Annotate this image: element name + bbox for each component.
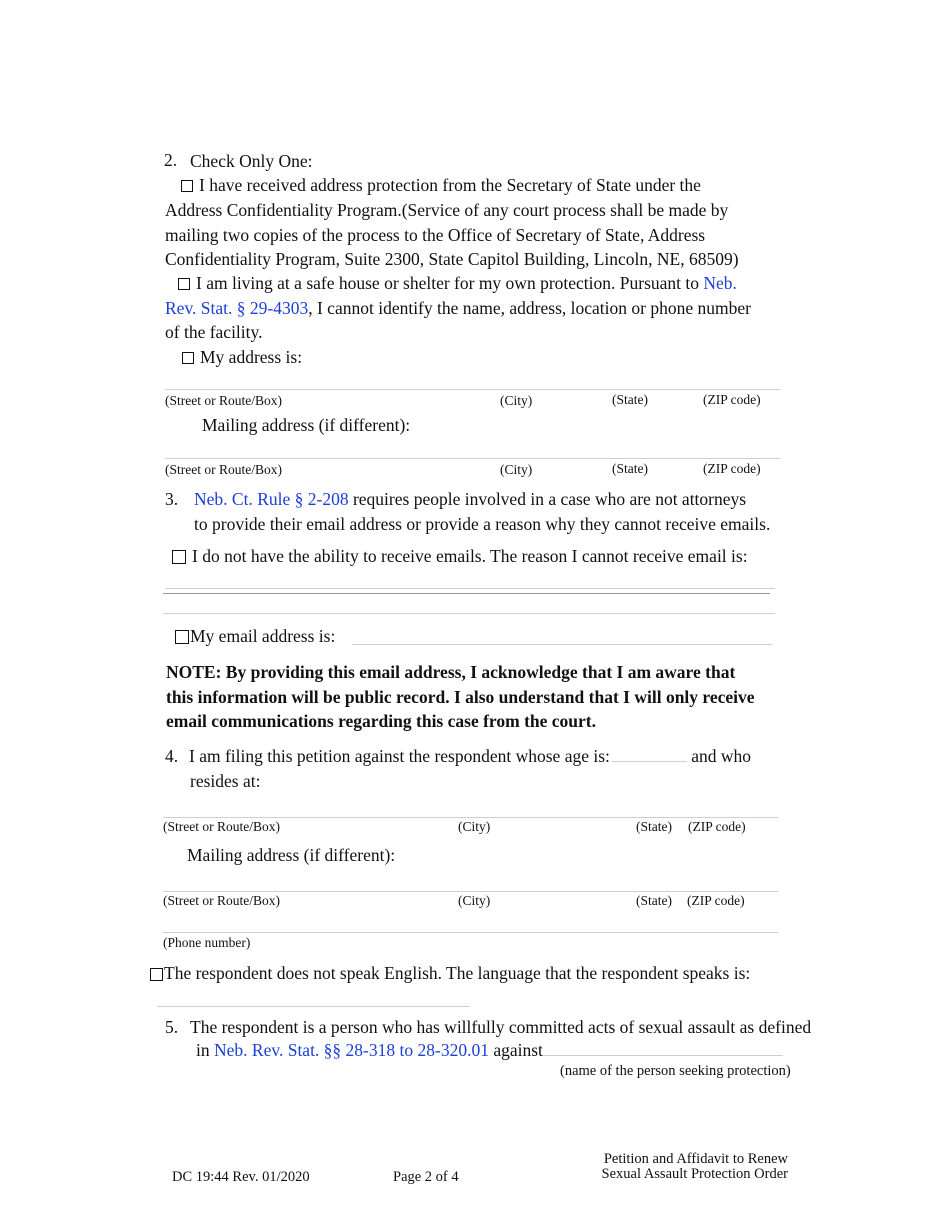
my-address-checkbox[interactable] <box>182 352 194 364</box>
statute-link-29-4303-part2[interactable]: Rev. Stat. § 29-4303 <box>165 298 309 318</box>
item4-line2: resides at: <box>190 771 261 791</box>
shelter-checkbox[interactable] <box>178 278 190 290</box>
item3-number: 3. <box>165 489 179 509</box>
shelter-text-line2-post: , I cannot identify the name, address, location or phone number <box>308 298 751 318</box>
no-email-reason-line1[interactable] <box>165 588 775 589</box>
item3-line1-post: requires people involved in a case who are not attorneys <box>348 489 747 509</box>
rule-link-2-208[interactable]: Neb. Ct. Rule § 2-208 <box>194 489 349 509</box>
mailing-zip-label: (ZIP code) <box>703 461 761 476</box>
item5-line1: The respondent is a person who has willfully committed acts of sexual assault as defined <box>190 1017 812 1037</box>
resp-phone-label: (Phone number) <box>163 935 251 950</box>
resp-city-label: (City) <box>458 819 491 834</box>
item3-line1 <box>194 487 746 511</box>
language-checkbox[interactable] <box>150 968 163 981</box>
acp-text-line3: mailing two copies of the process to the Office of Secretary of State, Address <box>165 225 706 245</box>
item4-line1-post: and who <box>686 746 752 766</box>
acp-text-line4: Confidentiality Program, Suite 2300, State Capitol Building, Lincoln, NE, 68509) <box>165 249 739 269</box>
mailing-address-line[interactable] <box>165 458 780 459</box>
resp-street-label: (Street or Route/Box) <box>163 819 280 834</box>
statute-link-29-4303-part1[interactable]: Neb. <box>703 273 737 293</box>
item5-line2-post: against <box>488 1040 543 1060</box>
item4-number: 4. <box>165 746 179 766</box>
resp-mailing-line[interactable] <box>163 891 778 892</box>
no-email-reason-line2[interactable] <box>163 613 775 614</box>
no-email-reason-divider <box>163 593 770 594</box>
note-line3: email communications regarding this case from the court. <box>166 711 596 731</box>
shelter-text-line2 <box>165 296 751 320</box>
no-email-text: I do not have the ability to receive emails. The reason I cannot receive email is: <box>192 546 748 566</box>
resp-mailing-city-label: (City) <box>458 893 491 908</box>
item3-line2: to provide their email address or provide a reason why they cannot receive emails. <box>194 514 771 534</box>
acp-text-line2: Address Confidentiality Program.(Service of any court process shall be made by <box>165 200 729 220</box>
footer-title-line1: Petition and Affidavit to Renew <box>603 1151 788 1167</box>
acp-text-line1: I have received address protection from the Secretary of State under the <box>199 175 701 195</box>
email-address-line[interactable] <box>352 644 772 645</box>
respondent-address-line[interactable] <box>163 817 778 818</box>
resp-state-label: (State) <box>636 819 672 834</box>
shelter-text-line3: of the facility. <box>165 322 263 342</box>
acp-option <box>181 173 701 197</box>
resp-zip-label: (ZIP code) <box>688 819 746 834</box>
resp-phone-line[interactable] <box>163 932 778 933</box>
address-zip-label: (ZIP code) <box>703 392 761 407</box>
shelter-text-line1: I am living at a safe house or shelter for my own protection. Pursuant to <box>196 273 704 293</box>
resp-mailing-street-label: (Street or Route/Box) <box>163 893 280 908</box>
address-city-label: (City) <box>500 393 533 408</box>
email-label: My email address is: <box>190 626 336 646</box>
note-line2: this information will be public record. I also understand that I will only receive <box>166 687 755 707</box>
resp-mailing-state-label: (State) <box>636 893 672 908</box>
shelter-option <box>178 271 737 295</box>
no-email-checkbox[interactable] <box>172 550 186 564</box>
mailing-state-label: (State) <box>612 461 648 476</box>
my-address-option <box>182 345 302 369</box>
resp-mailing-zip-label: (ZIP code) <box>687 893 745 908</box>
note-line1: NOTE: By providing this email address, I acknowledge that I am aware that <box>166 662 736 682</box>
resp-mailing-label: Mailing address (if different): <box>187 845 396 865</box>
email-checkbox[interactable] <box>175 630 189 644</box>
item2-number: 2. <box>164 150 178 170</box>
footer-page-number: Page 2 of 4 <box>393 1169 459 1185</box>
item5-number: 5. <box>165 1017 179 1037</box>
statute-link-28-318[interactable]: Neb. Rev. Stat. §§ 28-318 to 28-320.01 <box>214 1040 489 1060</box>
item4-line1 <box>189 744 751 768</box>
my-address-label: My address is: <box>200 347 303 367</box>
footer-title-line2: Sexual Assault Protection Order <box>601 1166 788 1182</box>
address-street-label: (Street or Route/Box) <box>165 393 282 408</box>
address-state-label: (State) <box>612 392 648 407</box>
mailing-street-label: (Street or Route/Box) <box>165 462 282 477</box>
item4-line1-pre: I am filing this petition against the respondent whose age is: <box>189 746 610 766</box>
language-line[interactable] <box>157 1006 470 1007</box>
item5-line2 <box>196 1038 783 1062</box>
mailing-address-label: Mailing address (if different): <box>202 415 411 435</box>
footer-title <box>560 1152 788 1182</box>
language-text: The respondent does not speak English. The language that the respondent speaks is: <box>164 963 751 983</box>
respondent-age-field[interactable] <box>612 749 687 762</box>
item5-line2-pre: in <box>196 1040 214 1060</box>
protected-person-name-field[interactable] <box>543 1043 783 1056</box>
mailing-city-label: (City) <box>500 462 533 477</box>
protected-person-caption: (name of the person seeking protection) <box>560 1063 791 1079</box>
language-option <box>150 961 750 985</box>
address-line[interactable] <box>165 389 780 390</box>
no-email-option <box>172 544 748 568</box>
acp-checkbox[interactable] <box>181 180 193 192</box>
email-option <box>175 624 335 648</box>
item2-heading: Check Only One: <box>190 151 313 171</box>
footer-form-id: DC 19:44 Rev. 01/2020 <box>172 1169 310 1185</box>
